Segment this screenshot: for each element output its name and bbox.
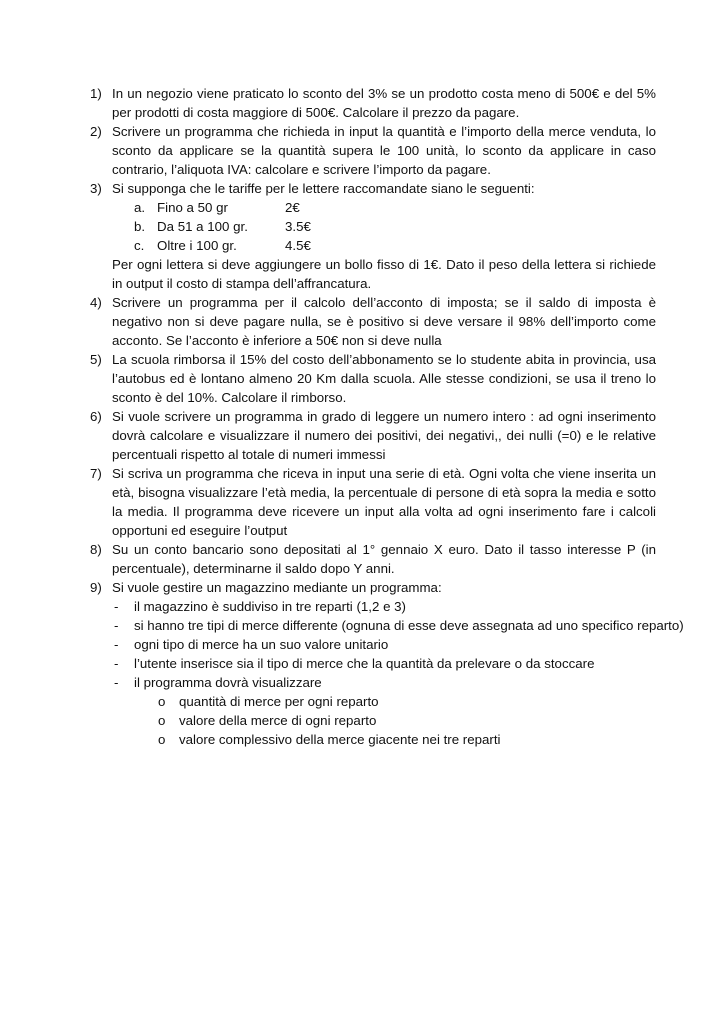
circle-bullet-icon: o <box>158 713 166 728</box>
list-item-text: l’utente inserisce sia il tipo di merce che la quantità da prelevare o da stoccare <box>134 656 595 671</box>
sub-list-item <box>0 730 725 749</box>
exercise-3 <box>0 179 725 293</box>
exercise-text: Si vuole scrivere un programma in grado di leggere un numero intero : ad ogni inserimento dovrà calcolare e visualizzare il numero dei positivi, dei negativi,, dei nulli (=0) e le relative percentuali rispetto al totale di numeri immessi <box>112 409 656 462</box>
exercise-text: Si scriva un programma che riceva in input una serie di età. Ogni volta che viene inserita un età, bisogna visualizzare l’età media, la percentuale di persone di età sopra la media e sotto la media. Il programma deve ricevere un input alla volta ad ogni inserimento fare i calcoli opportuni ed eseguire l’output <box>112 466 656 538</box>
dash-bullet-icon: - <box>114 599 119 614</box>
tariff-row <box>0 198 725 217</box>
tariff-letter: c. <box>134 238 145 253</box>
tariff-letter: a. <box>134 200 146 215</box>
tariff-row <box>0 236 725 255</box>
exercise-text: In un negozio viene praticato lo sconto del 3% se un prodotto costa meno di 500€ e del 5% per prodotti di costa maggiore di 500€. Calcolare il prezzo da pagare. <box>112 86 656 120</box>
exercise-text: Scrivere un programma per il calcolo dell’acconto di imposta; se il saldo di imposta è negativo non si deve pagare nulla, se è positivo si deve versare il 98% dell’importo come acconto. Se l’acconto è inferiore a 50€ non si deve nulla <box>112 295 656 348</box>
exercise-8 <box>0 540 656 578</box>
tariff-price: 2€ <box>285 200 300 215</box>
tariff-price: 3.5€ <box>285 219 311 234</box>
dash-bullet-icon: - <box>114 656 119 671</box>
exercise-1 <box>0 84 656 122</box>
exercise-4 <box>0 293 656 350</box>
list-item <box>0 597 725 616</box>
exercise-note: Per ogni lettera si deve aggiungere un bollo fisso di 1€. Dato il peso della lettera si richiede in output il costo di stampa dell’affrancatura. <box>112 257 656 291</box>
exercise-7 <box>0 464 656 540</box>
exercise-text: Si vuole gestire un magazzino mediante un programma: <box>112 580 442 595</box>
exercise-9 <box>0 578 725 749</box>
exercise-number: 7) <box>90 466 102 481</box>
exercise-number: 5) <box>90 352 102 367</box>
list-item-text: si hanno tre tipi di merce differente (ognuna di esse deve assegnata ad uno specifico reparto) <box>134 618 684 633</box>
tariff-letter: b. <box>134 219 146 234</box>
list-item-text: ogni tipo di merce ha un suo valore unitario <box>134 637 389 652</box>
exercise-list <box>0 84 725 749</box>
circle-bullet-icon: o <box>158 732 166 747</box>
sub-list-item-text: valore complessivo della merce giacente nei tre reparti <box>179 732 501 747</box>
exercise-number: 9) <box>90 580 102 595</box>
exercise-number: 1) <box>90 86 102 101</box>
bullet-list <box>0 597 725 749</box>
tariff-label: Da 51 a 100 gr. <box>157 219 248 234</box>
sub-list-item <box>0 711 725 730</box>
exercise-number: 2) <box>90 124 102 139</box>
list-item <box>0 673 725 692</box>
exercise-text: Si supponga che le tariffe per le lettere raccomandate siano le seguenti: <box>112 181 535 196</box>
exercise-number: 6) <box>90 409 102 424</box>
tariff-list <box>0 198 725 255</box>
sub-list-item-text: valore della merce di ogni reparto <box>179 713 377 728</box>
sub-list-item-text: quantità di merce per ogni reparto <box>179 694 379 709</box>
dash-bullet-icon: - <box>114 637 119 652</box>
exercise-5 <box>0 350 656 407</box>
circle-bullet-icon: o <box>158 694 166 709</box>
list-item <box>0 616 725 635</box>
tariff-row <box>0 217 725 236</box>
dash-bullet-icon: - <box>114 618 119 633</box>
list-item <box>0 635 725 654</box>
exercise-text: Su un conto bancario sono depositati al 1° gennaio X euro. Dato il tasso interesse P (in percentuale), determinarne il saldo dopo Y anni. <box>112 542 656 576</box>
sub-list-item <box>0 692 725 711</box>
exercise-2 <box>0 122 656 179</box>
exercise-number: 8) <box>90 542 102 557</box>
list-item-text: il magazzino è suddiviso in tre reparti (1,2 e 3) <box>134 599 406 614</box>
exercise-number: 4) <box>90 295 102 310</box>
exercise-text: La scuola rimborsa il 15% del costo dell’abbonamento se lo studente abita in provincia, usa l’autobus ed è lontano almeno 20 Km dalla scuola. Alle stesse condizioni, se usa il treno lo sconto è del 10%. Calcolare il rimborso. <box>112 352 656 405</box>
tariff-price: 4.5€ <box>285 238 311 253</box>
dash-bullet-icon: - <box>114 675 119 690</box>
tariff-label: Oltre i 100 gr. <box>157 238 237 253</box>
exercise-number: 3) <box>90 181 102 196</box>
exercise-6 <box>0 407 656 464</box>
exercise-text: Scrivere un programma che richieda in input la quantità e l’importo della merce venduta, lo sconto da applicare se la quantità supera le 100 unità, lo sconto da applicare in caso contrario, l’aliquota IVA: calcolare e scrivere l’importo da pagare. <box>112 124 656 177</box>
list-item-text: il programma dovrà visualizzare <box>134 675 322 690</box>
tariff-label: Fino a 50 gr <box>157 200 228 215</box>
list-item <box>0 654 725 673</box>
